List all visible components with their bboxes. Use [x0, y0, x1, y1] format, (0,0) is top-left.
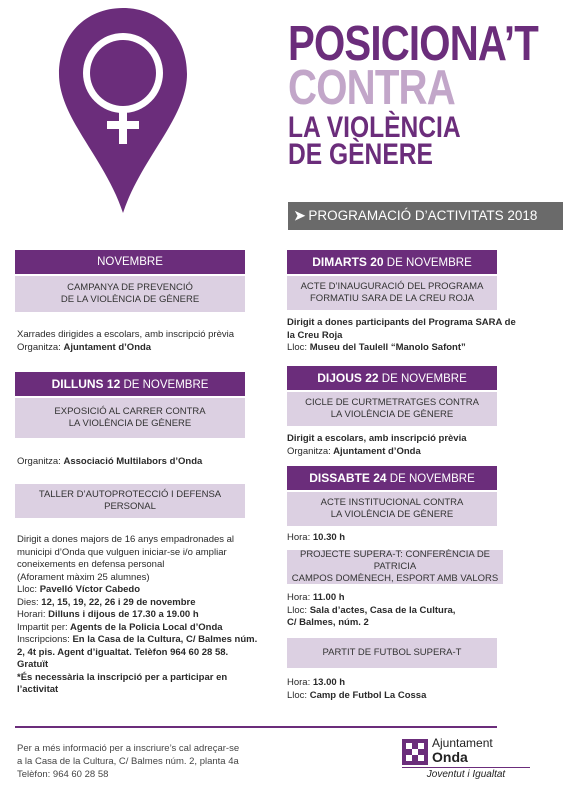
partit-box-label: PARTIT DE FUTBOL SUPERA-T — [322, 647, 462, 658]
lloc-label: Lloc: — [287, 342, 308, 353]
lloc-label: Lloc: — [287, 689, 308, 701]
conferencia-details — [287, 592, 517, 630]
footer-divider — [15, 726, 497, 728]
gratuit-label: Gratuït — [17, 659, 49, 670]
dissabte-header-rest: DE NOVEMBRE — [386, 473, 475, 485]
taller-box — [15, 484, 245, 518]
inscripcions-value-1: En la Casa de la Cultura, C/ Balmes núm. — [69, 634, 258, 645]
title-line-4: DE GÈNERE — [288, 138, 433, 171]
org-value: Associació Multilabors d’Onda — [63, 456, 203, 467]
novembre-header-label: NOVEMBRE — [97, 256, 163, 268]
dijous-header-rest: DE NOVEMBRE — [378, 373, 467, 385]
hora-value: 13.00 h — [310, 677, 346, 688]
dies-label: Dies: — [17, 596, 39, 608]
impartit-value: Agents de la Policia Local d’Onda — [67, 621, 223, 633]
dies-value: 12, 15, 19, 22, 26 i 29 de novembre — [38, 596, 196, 608]
footer-line-2: a la Casa de la Cultura, C/ Balmes núm. 2, planta 4a — [17, 756, 239, 767]
org-label: Organitza: — [17, 456, 61, 467]
org-value: Ajuntament d’Onda — [63, 341, 152, 353]
org-label: Organitza: — [17, 341, 61, 353]
programacio-label: PROGRAMACIÓ D’ACTIVITATS 2018 — [308, 208, 538, 223]
curtmetratges-desc: Dirigit a escolars, amb inscripció prèvia — [287, 433, 467, 444]
footer-info — [17, 742, 297, 781]
dimarts-header-bold: DIMARTS 20 — [312, 255, 384, 269]
logo-line-2: Onda — [432, 749, 468, 765]
lloc-value: Camp de Futbol La Cossa — [307, 689, 427, 701]
footer-line-1: Per a més informació per a inscriure’s cal adreçar-se — [17, 743, 240, 754]
dimarts-header-rest: DE NOVEMBRE — [383, 257, 472, 269]
dijous-header — [287, 366, 497, 390]
impartit-label: Impartit per: — [17, 621, 68, 633]
inscripcions-value-2: 2, 4t pis. Agent d’igualtat. Telèfon 964 60 28 58. — [17, 646, 229, 658]
lloc-label: Lloc: — [17, 584, 38, 595]
campanya-box — [15, 276, 245, 312]
footer-line-3: Telèfon: 964 60 28 58 — [17, 769, 109, 780]
ajuntament-onda-logo — [402, 737, 532, 782]
taller-desc-1: Dirigit a dones majors de 16 anys empadronades al — [17, 534, 235, 545]
dissabte-header — [287, 466, 497, 490]
hora-label: Hora: — [287, 532, 311, 543]
campanya-box-line1: CAMPANYA DE PREVENCIÓ — [67, 282, 193, 293]
taller-desc-3: coneixements en defensa personal — [17, 559, 165, 570]
taller-desc-2: municipi d’Onda que vulguen iniciar-se i/o ampliar — [17, 546, 227, 558]
dilluns-header — [15, 372, 245, 396]
hora-label: Hora: — [287, 592, 311, 603]
curtmetratges-box-line2: LA VIOLÈNCIA DE GÈNERE — [330, 409, 454, 420]
inscripcions-label: Inscripcions: — [17, 634, 70, 645]
conferencia-box-line1: PROJECTE SUPERA-T: CONFERÈNCIA DE PATRICIA — [299, 549, 491, 572]
taller-desc-4: (Aforament màxim 25 alumnes) — [17, 571, 150, 583]
title-line-3: LA VIOLÈNCIA — [288, 111, 461, 144]
dilluns-header-bold: DILLUNS 12 — [51, 377, 121, 391]
partit-details — [287, 677, 517, 702]
inauguracio-box — [287, 276, 497, 310]
title-line-1: POSICIONA’T — [288, 17, 538, 71]
curtmetratges-box — [287, 392, 497, 426]
dilluns-header-rest: DE NOVEMBRE — [120, 379, 209, 391]
lloc-label: Lloc: — [287, 604, 308, 616]
curtmetratges-box-line1: CICLE DE CURTMETRATGES CONTRA — [305, 397, 479, 408]
dissabte-header-bold: DISSABTE 24 — [309, 471, 387, 485]
horari-value: Dilluns i dijous de 17.30 a 19.00 h — [45, 609, 199, 620]
conferencia-box-line2: CAMPOS DOMÈNECH, ESPORT AMB VALORS — [291, 573, 499, 584]
partit-futbol-box — [287, 638, 497, 668]
taller-details — [17, 534, 267, 697]
campanya-details — [17, 329, 257, 354]
acte-box-line1: ACTE INSTITUCIONAL CONTRA — [320, 497, 464, 508]
exposicio-box — [15, 398, 245, 438]
programacio-banner — [288, 202, 563, 230]
hora-label: Hora: — [287, 677, 311, 688]
exposicio-org — [17, 456, 257, 469]
acte-box-line2: LA VIOLÈNCIA DE GÈNERE — [330, 509, 454, 520]
dijous-header-bold: DIJOUS 22 — [317, 371, 379, 385]
hora-value: 11.00 h — [310, 592, 345, 603]
acte-institucional-box — [287, 492, 497, 526]
title-line-2: CONTRA — [288, 61, 455, 115]
lloc-value: Sala d’actes, Casa de la Cultura, — [307, 604, 456, 616]
acte-hora — [287, 532, 345, 545]
campanya-box-line2: DE LA VIOLÈNCIA DE GÈNERE — [60, 294, 200, 305]
inauguracio-desc-1: Dirigit a dones participants del Programa SARA de — [287, 317, 516, 328]
nota-line-2: l’activitat — [17, 684, 59, 695]
org-value: Ajuntament d’Onda — [330, 445, 421, 457]
taller-box-label: TALLER D’AUTOPROTECCIÓ I DEFENSA PERSONAL — [38, 489, 222, 512]
nota-line-1: *És necessària la inscripció per a participar en — [17, 671, 228, 683]
novembre-header — [15, 250, 245, 274]
logo-line-1: Ajuntament — [432, 736, 493, 750]
dimarts-header — [287, 250, 497, 274]
inauguracio-box-line2: FORMATIU SARA DE LA CREU ROJA — [310, 293, 474, 304]
supera-t-conferencia-box — [287, 550, 503, 584]
curtmetratges-details — [287, 433, 517, 458]
exposicio-box-line2: LA VIOLÈNCIA DE GÈNERE — [68, 418, 192, 429]
female-symbol-map-pin-icon — [55, 8, 191, 213]
org-label: Organitza: — [287, 445, 331, 457]
inauguracio-details — [287, 317, 517, 355]
onda-emblem-icon — [402, 739, 428, 765]
lloc-value: Museu del Taulell “Manolo Safont” — [307, 342, 466, 353]
exposicio-box-line1: EXPOSICIÓ AL CARRER CONTRA — [54, 406, 206, 417]
logo-subtitle: Joventut i Igualtat — [402, 767, 530, 781]
lloc-value-2: C/ Balmes, núm. 2 — [287, 617, 369, 628]
hora-value: 10.30 h — [310, 532, 346, 543]
horari-label: Horari: — [17, 609, 46, 620]
campanya-desc: Xarrades dirigides a escolars, amb inscripció prèvia — [17, 329, 235, 340]
inauguracio-desc-2: la Creu Roja — [287, 329, 343, 341]
inauguracio-box-line1: ACTE D’INAUGURACIÓ DEL PROGRAMA — [300, 281, 484, 292]
arrow-icon: ➤ — [294, 208, 306, 223]
lloc-value: Pavelló Víctor Cabedo — [37, 584, 141, 595]
